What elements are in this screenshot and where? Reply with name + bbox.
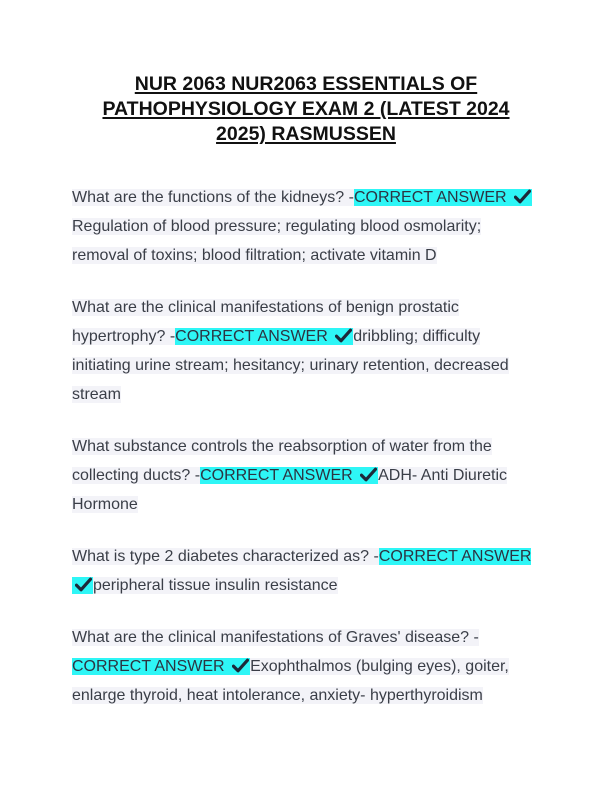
check-icon (335, 328, 352, 343)
correct-answer-label: CORRECT ANSWER (378, 548, 532, 565)
correct-answer-highlight (354, 189, 532, 206)
check-icon (75, 577, 92, 592)
qa-item (72, 623, 540, 710)
answer-text: ADH- Anti Diuretic Hormone (72, 467, 508, 513)
answer-text: Regulation of blood pressure; regulating blood osmolarity; removal of toxins; blood filtration; activate vitamin D (72, 218, 482, 264)
check-icon (514, 189, 531, 204)
correct-answer-highlight (200, 467, 378, 484)
answer-text: peripheral tissue insulin resistance (93, 577, 338, 594)
question-text: What are the clinical manifestations of Graves' disease? - (72, 629, 479, 646)
qa-list (72, 183, 540, 710)
qa-item (72, 542, 540, 600)
document-title: NUR 2063 NUR2063 ESSENTIALS OF PATHOPHYSIOLOGY EXAM 2 (LATEST 2024 2025) RASMUSSEN (102, 73, 510, 145)
question-text: What are the clinical manifestations of benign prostatic hypertrophy? - (72, 299, 459, 345)
correct-answer-label: CORRECT ANSWER (72, 658, 225, 675)
qa-item (72, 293, 540, 409)
check-icon (232, 658, 249, 673)
question-text: What substance controls the reabsorption of water from the collecting ducts? - (72, 438, 492, 484)
question-text: What are the functions of the kidneys? - (72, 189, 354, 206)
check-icon (360, 467, 377, 482)
qa-item (72, 432, 540, 519)
answer-text: dribbling; difficulty initiating urine stream; hesitancy; urinary retention, decreased stream (72, 328, 509, 403)
correct-answer-label: CORRECT ANSWER (200, 467, 353, 484)
qa-item (72, 183, 540, 270)
correct-answer-highlight (175, 328, 353, 345)
correct-answer-highlight (72, 658, 250, 675)
correct-answer-label: CORRECT ANSWER (175, 328, 328, 345)
answer-text: Exophthalmos (bulging eyes), goiter, enlarge thyroid, heat intolerance, anxiety- hyperthyroidism (72, 658, 509, 704)
question-text: What is type 2 diabetes characterized as? - (72, 548, 379, 565)
correct-answer-label: CORRECT ANSWER (353, 189, 507, 206)
